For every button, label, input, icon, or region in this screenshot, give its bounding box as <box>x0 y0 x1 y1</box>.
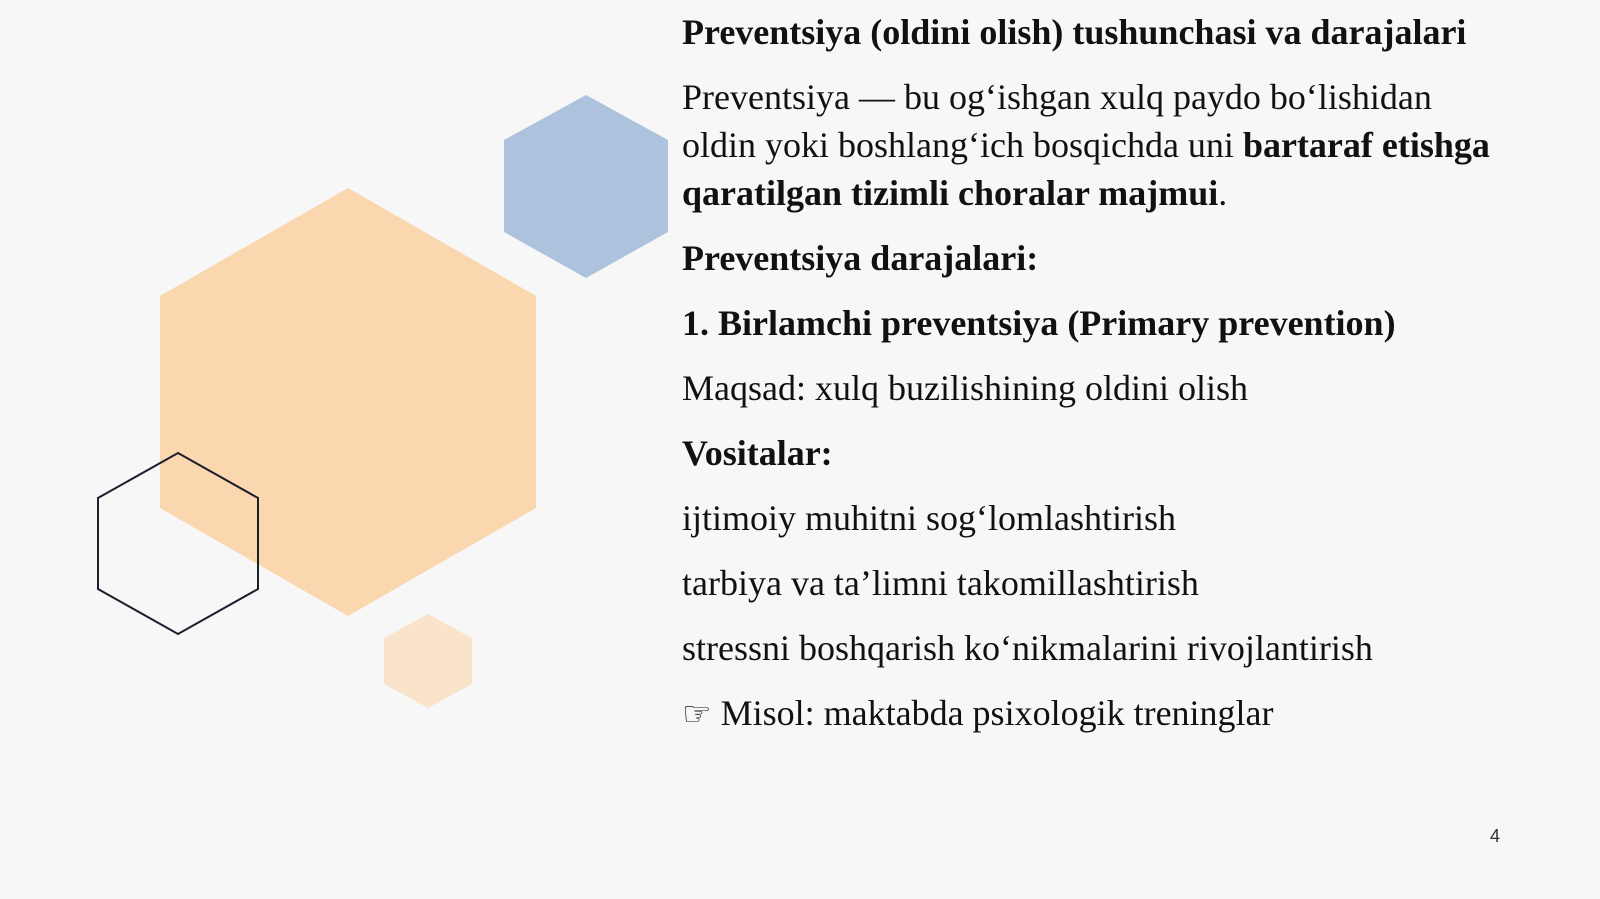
level-1-heading: 1. Birlamchi preventsiya (Primary prevention) <box>682 303 1396 343</box>
tools-heading: Vositalar: <box>682 433 833 473</box>
definition-line-3-bold: qaratilgan tizimli choralar majmui <box>682 173 1219 213</box>
page-number: 4 <box>1490 826 1501 846</box>
definition-line-2-bold: bartaraf etishga <box>1242 125 1490 165</box>
goal-text: Maqsad: xulq buzilishining oldini olish <box>682 368 1248 408</box>
slide-text-body <box>682 8 1582 738</box>
levels-heading: Preventsiya darajalari: <box>682 238 1039 278</box>
blue-hexagon <box>504 95 668 278</box>
definition-line-2 <box>682 121 1582 169</box>
example-line <box>682 689 1582 738</box>
pointing-hand-icon: ☞ <box>682 694 712 733</box>
definition-line-3 <box>682 169 1582 217</box>
small-orange-hexagon <box>384 614 472 708</box>
tool-item: ijtimoiy muhitni sog‘lomlashtirish <box>682 498 1177 538</box>
slide-title: Preventsiya (oldini olish) tushunchasi va darajalari <box>682 12 1467 52</box>
example-text: Misol: maktabda psixologik treninglar <box>711 693 1274 733</box>
definition-line-1: Preventsiya — bu og‘ishgan xulq paydo bo‘lishidan <box>682 77 1432 117</box>
definition-line-2-plain: oldin yoki boshlang‘ich bosqichda uni <box>682 125 1243 165</box>
definition-paragraph <box>682 73 1582 217</box>
tool-item: stressni boshqarish ko‘nikmalarini rivojlantirish <box>682 628 1373 668</box>
large-orange-hexagon <box>160 188 536 616</box>
definition-line-3-end: . <box>1218 173 1228 213</box>
tool-item: tarbiya va ta’limni takomillashtirish <box>682 563 1199 603</box>
